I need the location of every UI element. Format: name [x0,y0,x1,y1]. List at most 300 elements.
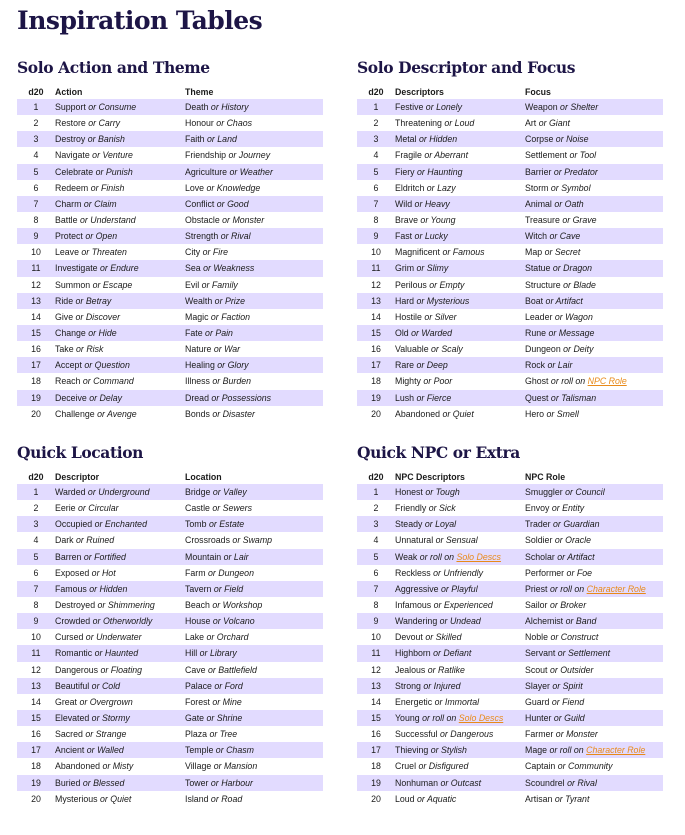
or-connector: or [209,600,223,611]
option-a: Honour [185,118,214,129]
or-connector: or [86,392,100,403]
option-b: Fire [212,247,229,258]
option-a: Buried [55,777,81,788]
or-connector: or [554,551,568,562]
second-column-cell [525,309,663,325]
or-connector: or [202,328,216,339]
option-a: Eldritch [395,182,425,193]
option-a: Temple [185,745,214,756]
second-column-cell [525,373,663,389]
second-column-cell [185,581,323,597]
roll-number: 15 [17,325,55,341]
option-b: Weather [239,166,273,177]
option-b: Unfriendly [443,567,484,578]
table-row [17,565,323,581]
option-a: Servant [525,648,556,659]
first-column-cell [55,694,185,710]
second-column-cell [525,662,663,678]
roll-number: 20 [371,408,381,419]
first-column-cell [395,196,525,212]
table-row [357,373,663,389]
option-a: Hill [185,648,198,659]
or-connector: or [430,567,444,578]
or-connector: or [209,408,223,419]
table-heading: Solo Descriptor and Focus [357,58,576,77]
option-a: Devout [395,632,423,643]
or-connector: or [547,231,560,242]
table-row [357,726,663,742]
column-header: d20 [368,471,384,482]
option-a: Barrier [525,166,552,177]
option-b: Rival [577,777,597,788]
first-column-cell [55,196,185,212]
option-b: Underwater [96,632,142,643]
first-column-cell [395,180,525,196]
or-connector: or [211,680,225,691]
second-column-cell [185,373,323,389]
option-b: Otherworldly [102,616,153,627]
roll-number: 6 [33,567,39,578]
option-b: Risk [86,344,104,355]
option-b: Spirit [562,680,583,691]
cross-reference-link[interactable]: Solo Descs [458,713,504,724]
roll-number: 14 [31,696,41,707]
table-row [357,565,663,581]
roll-number: 4 [33,535,39,546]
second-column-cell [525,406,663,422]
or-connector: or [559,215,573,226]
second-column-cell [525,341,663,357]
or-connector: or [208,392,222,403]
roll-number: 8 [33,600,39,611]
option-a: Artisan [525,793,553,804]
option-a: Metal [395,134,417,145]
or-connector: or [218,231,231,242]
second-column-cell [525,99,663,115]
option-b: Betray [85,295,112,306]
first-column-cell [55,390,185,406]
option-a: Treasure [525,215,560,226]
option-b: Empty [439,279,465,290]
option-a: Infamous [395,600,432,611]
option-a: Redeem [55,182,89,193]
option-a: Lake [185,632,205,643]
option-a: Performer [525,567,565,578]
option-a: Exposed [55,567,90,578]
option-a: Occupied [55,519,93,530]
option-a: Scout [525,664,548,675]
option-b: Outcast [450,777,482,788]
option-b: Ruined [86,535,115,546]
option-b: Avenge [107,408,137,419]
option-b: Good [227,198,249,209]
option-b: Slimy [426,263,449,274]
table-row [17,309,323,325]
first-column-cell [55,549,185,565]
second-column-cell [185,196,323,212]
first-column-cell [395,277,525,293]
roll-number: 10 [31,247,41,258]
option-a: Evil [185,279,200,290]
or-connector: or [213,745,227,756]
or-connector: or [85,487,99,498]
roll-number: 13 [17,293,55,309]
cross-reference-link[interactable]: Solo Descs [456,551,501,562]
option-a: Castle [185,503,210,514]
quick-npc-extra-section [357,443,663,807]
or-connector: or [412,198,425,209]
page-title: Inspiration Tables [17,6,263,35]
first-column-cell [395,373,525,389]
option-b: Misty [112,761,134,772]
second-column-cell [525,710,663,726]
first-column-cell [55,357,185,373]
first-column-cell [395,549,525,565]
option-a: Navigate [55,150,90,161]
table-row [357,147,663,163]
second-column-cell [185,390,323,406]
first-column-cell [395,565,525,581]
option-b: Quiet [110,793,132,804]
option-b: Estate [219,519,245,530]
roll-number: 5 [17,549,55,565]
or-connector: or [562,487,576,498]
or-connector: or [75,503,89,514]
or-connector: or [205,664,219,675]
option-b: Shelter [570,102,599,113]
option-b: Warded [421,328,453,339]
or-connector: or [214,360,228,371]
table-row [17,532,323,548]
or-connector: or [430,648,444,659]
second-column-cell [525,629,663,645]
roll-number: 2 [33,118,39,129]
option-a: Farmer [525,729,554,740]
first-column-cell [395,775,525,791]
or-connector: or [81,360,95,371]
or-connector: or [564,777,578,788]
roll-number: 15 [357,710,395,726]
first-column-cell [55,244,185,260]
option-b: Secret [554,247,581,258]
option-a: Warded [55,487,86,498]
option-a: Hunter [525,713,552,724]
option-b: Mansion [223,761,258,772]
option-b: Burden [222,376,252,387]
second-column-cell [525,180,663,196]
option-b: Valley [223,487,247,498]
option-b: Battlefield [218,664,257,675]
option-a: Forest [185,696,210,707]
table-row [357,115,663,131]
or-connector: or [209,696,223,707]
option-a: Support [55,102,86,113]
roll-number: 7 [17,581,55,597]
option-a: Sailor [525,600,548,611]
second-column-cell [185,742,323,758]
first-column-cell [55,710,185,726]
option-a: Palace [185,680,212,691]
second-column-cell [525,694,663,710]
roll-number: 10 [371,247,381,258]
or-connector: or [544,408,557,419]
option-b: Lair [233,551,249,562]
option-b: Sewers [222,503,252,514]
second-column-cell [185,758,323,774]
table-row [17,406,323,422]
option-b: Artifact [567,551,595,562]
first-column-cell [55,131,185,147]
table-row [17,742,323,758]
second-column-cell [525,131,663,147]
table-row [357,678,663,694]
option-b: Ratlike [438,664,465,675]
first-column-cell [395,484,525,500]
option-a: Conflict [185,198,215,209]
option-a: Nature [185,344,212,355]
or-connector: or [441,118,455,129]
or-connector: or [414,392,427,403]
or-connector: or [440,408,453,419]
first-column-cell [55,662,185,678]
table-row [17,147,323,163]
option-a: Romantic [55,648,93,659]
option-b: War [224,344,241,355]
or-connector: or [229,535,243,546]
table-row [357,180,663,196]
or-connector: or [408,328,422,339]
option-b: Fiend [562,696,585,707]
roll-number: 17 [17,742,55,758]
option-a: Lush [395,392,415,403]
or-connector: or [550,519,564,530]
table-row [357,629,663,645]
or-connector: or [547,600,561,611]
second-column-cell [525,196,663,212]
or-connector: or [412,231,425,242]
or-connector: or [84,745,98,756]
or-connector: or [421,150,435,161]
or-connector: or [414,166,428,177]
table-row [17,341,323,357]
roll-number: 12 [371,664,381,675]
first-column-cell [395,357,525,373]
option-a: Envoy [525,503,550,514]
option-b: Dragon [563,263,593,274]
first-column-cell [395,662,525,678]
option-b: Harbour [221,777,253,788]
option-b: Loud [454,118,475,129]
roll-number: 9 [17,228,55,244]
or-connector: or [549,696,563,707]
first-column-cell [395,309,525,325]
second-column-cell [185,629,323,645]
or-connector: or [73,295,86,306]
option-a: House [185,616,211,627]
roll-number: 5 [17,164,55,180]
or-connector: or [542,247,555,258]
option-b: Cold [101,680,121,691]
option-b: Banish [98,134,125,145]
roll-number: 15 [17,710,55,726]
option-a: Sacred [55,729,83,740]
second-column-cell [185,532,323,548]
option-a: Energetic [395,696,433,707]
table-row [17,357,323,373]
option-a: Corpse [525,134,554,145]
option-a: Abandoned [55,761,101,772]
option-b: Tree [219,729,238,740]
first-column-cell [55,629,185,645]
option-b: Strange [95,729,127,740]
or-connector: or [82,231,96,242]
first-column-cell [395,742,525,758]
option-b: Experienced [443,600,493,611]
table-row [357,390,663,406]
table-row [357,662,663,678]
option-a: Sea [185,263,201,274]
second-column-cell [525,212,663,228]
or-connector: or [422,519,436,530]
or-connector: or [428,745,441,756]
roll-number: 5 [357,164,395,180]
roll-number: 19 [357,775,395,791]
or-connector: or [209,376,223,387]
roll-number: 2 [33,503,39,514]
roll-number: 20 [371,793,381,804]
option-a: Witch [525,231,547,242]
table-row [17,164,323,180]
second-column-cell [525,228,663,244]
table-row [17,597,323,613]
table-row [17,325,323,341]
second-column-cell [525,775,663,791]
or-connector: or [73,344,87,355]
or-connector: or [208,102,222,113]
or-connector: or [85,102,99,113]
option-a: Perilous [395,279,427,290]
or-connector: or [548,392,562,403]
first-column-cell [395,516,525,532]
roll-number: 10 [371,632,381,643]
table-row [357,549,663,565]
or-connector: or [98,664,111,675]
or-connector: or [200,247,213,258]
option-b: Sensual [445,535,478,546]
or-connector: or [73,311,86,322]
table-row [357,309,663,325]
or-connector: or [416,761,429,772]
option-b: Hidden [429,134,458,145]
option-b: Council [575,487,605,498]
option-a: Boat [525,295,544,306]
cross-reference-link[interactable]: NPC Role [587,376,627,387]
second-column-cell [525,293,663,309]
table-row [357,406,663,422]
option-a: Restore [55,118,86,129]
option-a: Investigate [55,263,98,274]
option-b: Guild [564,713,585,724]
roll-number: 11 [17,260,55,276]
second-column-cell [525,164,663,180]
option-a: Scoundrel [525,777,565,788]
or-connector: or [204,182,217,193]
option-a: Death [185,102,209,113]
cross-reference-link[interactable]: Character Role [586,745,646,756]
first-column-cell [55,147,185,163]
roll-number: 16 [371,729,381,740]
first-column-cell [55,597,185,613]
table-row [17,260,323,276]
first-column-cell [55,726,185,742]
option-a: Aggressive [395,583,439,594]
option-b: Lair [557,360,573,371]
or-connector: or [93,166,106,177]
roll-number: 1 [357,484,395,500]
option-b: Escape [102,279,133,290]
second-column-cell [525,500,663,516]
option-b: Possessions [221,392,272,403]
or-connector: or [221,551,234,562]
option-b: Entity [562,503,585,514]
option-b: Tough [435,487,460,498]
option-a: Captain [525,761,556,772]
option-b: Chasm [226,745,254,756]
option-b: Quiet [452,408,474,419]
table-row [357,532,663,548]
roll-number: 18 [371,761,381,772]
table-row [17,710,323,726]
option-b: Talisman [561,392,597,403]
option-a: Mage [525,745,548,756]
roll-number: 13 [357,678,395,694]
or-connector: or [81,198,95,209]
option-a: Eerie [55,503,76,514]
or-connector: or [97,793,111,804]
or-connector: or roll on [547,745,587,756]
table-row [17,678,323,694]
or-connector: or [425,664,439,675]
column-header: Theme [185,86,214,97]
first-column-cell [395,99,525,115]
option-a: Trader [525,519,551,530]
option-b: Grave [572,215,597,226]
option-a: Leave [55,247,79,258]
option-a: Rock [525,360,546,371]
table-row [357,597,663,613]
second-column-cell [185,228,323,244]
option-a: Reach [55,376,81,387]
option-a: Scholar [525,551,555,562]
first-column-cell [395,244,525,260]
table-row [17,581,323,597]
or-connector: or [555,648,569,659]
option-b: Road [221,793,243,804]
second-column-cell [525,581,663,597]
option-a: Cursed [55,632,84,643]
or-connector: or [426,279,440,290]
option-b: Undead [449,616,481,627]
option-b: Discover [85,311,121,322]
option-a: Young [395,713,420,724]
second-column-cell [185,500,323,516]
option-b: Weakness [213,263,255,274]
or-connector: or [414,295,427,306]
first-column-cell [395,260,525,276]
option-b: Glory [227,360,249,371]
option-a: Gate [185,713,205,724]
cross-reference-link[interactable]: Character Role [586,583,646,594]
